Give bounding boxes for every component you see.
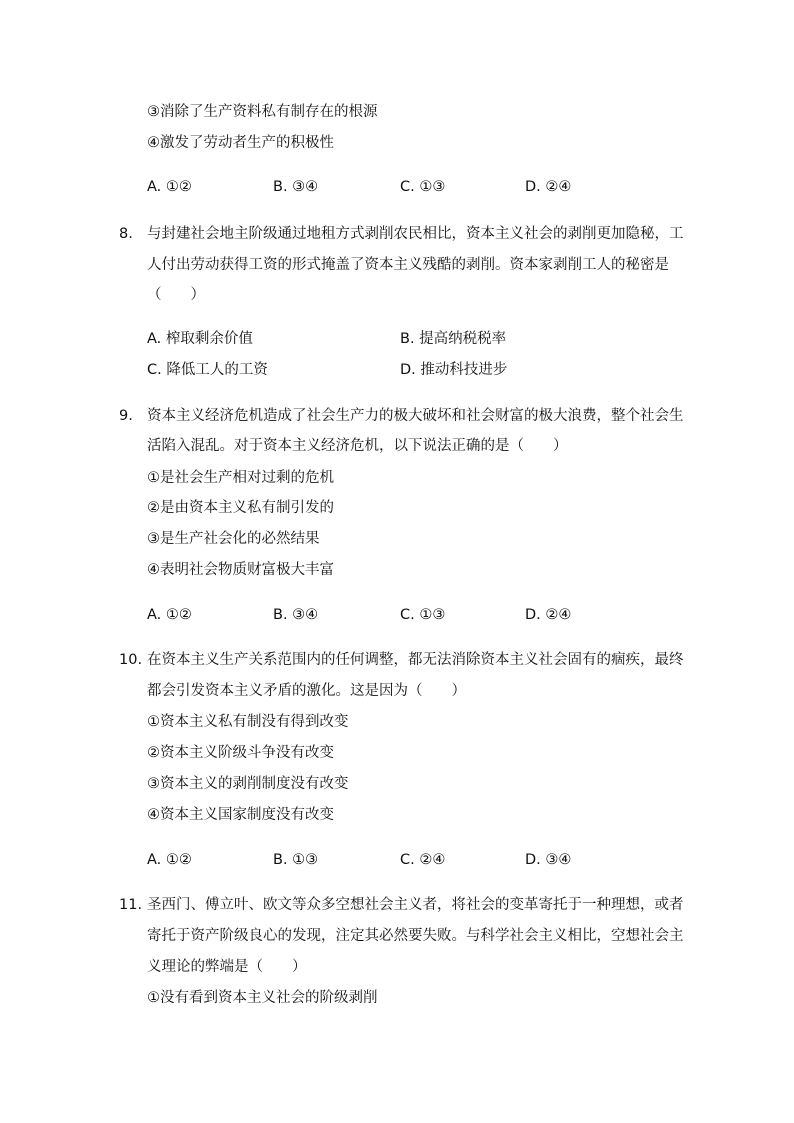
q10-option-a: A. ①② xyxy=(147,852,192,868)
q8-number: 8. xyxy=(119,226,133,242)
q10-option-d: D. ③④ xyxy=(525,852,572,868)
q9-item-2: ②是由资本主义私有制引发的 xyxy=(147,500,334,516)
q8-stem-line-1: 与封建社会地主阶级通过地租方式剥削农民相比，资本主义社会的剥削更加隐秘，工 xyxy=(147,226,684,242)
q9-option-c: C. ①③ xyxy=(400,607,446,623)
q10-option-b: B. ①③ xyxy=(273,852,319,868)
q10-item-2: ②资本主义阶级斗争没有改变 xyxy=(147,745,334,761)
q9-item-3: ③是生产社会化的必然结果 xyxy=(147,531,320,547)
q8-stem-line-3: （ ） xyxy=(147,287,205,303)
q9-item-4: ④表明社会物质财富极大丰富 xyxy=(147,562,334,578)
q7-item-3: ③消除了生产资料私有制存在的根源 xyxy=(147,104,378,120)
q9-option-d: D. ②④ xyxy=(525,607,572,623)
q10-stem-line-1: 在资本主义生产关系范围内的任何调整，都无法消除资本主义社会固有的痼疾，最终 xyxy=(147,652,684,668)
q10-option-c: C. ②④ xyxy=(400,852,446,868)
q10-item-1: ①资本主义私有制没有得到改变 xyxy=(147,714,349,730)
q7-option-d: D. ②④ xyxy=(525,179,572,195)
q8-option-b: B. 提高纳税税率 xyxy=(400,331,507,347)
q9-stem-line-1: 资本主义经济危机造成了社会生产力的极大破坏和社会财富的极大浪费，整个社会生 xyxy=(147,408,684,424)
q9-stem-line-2: 活陷入混乱。对于资本主义经济危机，以下说法正确的是（ ） xyxy=(147,438,568,454)
q10-stem-line-2: 都会引发资本主义矛盾的激化。这是因为（ ） xyxy=(147,683,466,699)
q7-option-c: C. ①③ xyxy=(400,179,446,195)
q8-stem-line-2: 人付出劳动获得工资的形式掩盖了资本主义残酷的剥削。资本家剥削工人的秘密是 xyxy=(147,257,669,273)
q9-number: 9. xyxy=(119,408,133,424)
q9-option-a: A. ①② xyxy=(147,607,192,623)
q9-option-b: B. ③④ xyxy=(273,607,319,623)
q8-option-a: A. 榨取剩余价值 xyxy=(147,331,253,347)
q7-item-4: ④激发了劳动者生产的积极性 xyxy=(147,135,334,151)
q11-stem-line-1: 圣西门、傅立叶、欧文等众多空想社会主义者，将社会的变革寄托于一种理想，或者 xyxy=(147,897,684,913)
q11-stem-line-2: 寄托于资产阶级良心的发现，注定其必然要失败。与科学社会主义相比，空想社会主 xyxy=(147,928,684,944)
q10-number: 10. xyxy=(119,652,143,668)
q11-stem-line-3: 义理论的弊端是（ ） xyxy=(147,959,307,975)
q10-item-3: ③资本主义的剥削制度没有改变 xyxy=(147,776,349,792)
q8-option-c: C. 降低工人的工资 xyxy=(147,362,268,378)
q11-item-1: ①没有看到资本主义社会的阶级剥削 xyxy=(147,990,378,1006)
q8-option-d: D. 推动科技进步 xyxy=(400,362,508,378)
q7-option-b: B. ③④ xyxy=(273,179,319,195)
q10-item-4: ④资本主义国家制度没有改变 xyxy=(147,807,334,823)
q7-option-a: A. ①② xyxy=(147,179,192,195)
q11-number: 11. xyxy=(119,897,143,913)
q9-item-1: ①是社会生产相对过剩的危机 xyxy=(147,470,334,486)
